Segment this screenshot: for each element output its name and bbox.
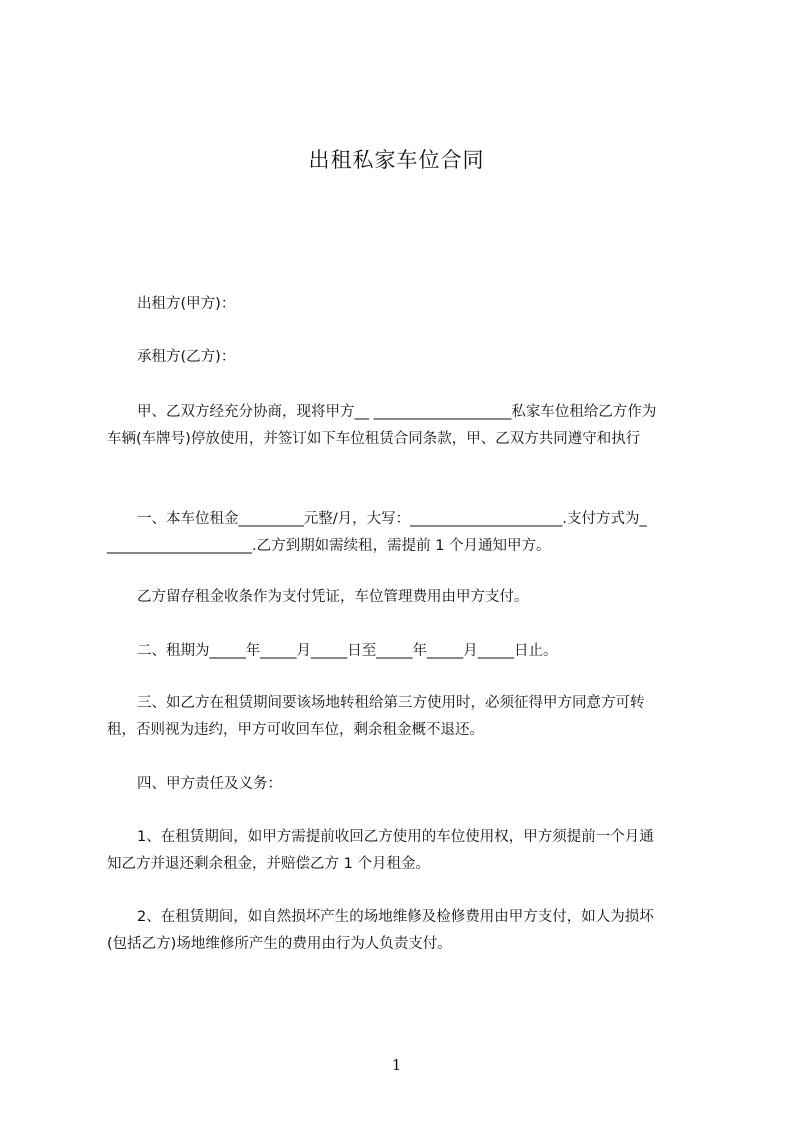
clause-4-item-2-line-2: (包括乙方)场地维修所产生的费用由行为人负责支付。 <box>107 936 452 952</box>
document-title: 出租私家车位合同 <box>308 148 485 172</box>
page-number: 1 <box>391 1056 402 1074</box>
clause-4-item-2-line-1: 2、在租赁期间，如自然损坏产生的场地维修及检修费用由甲方支付，如人为损坏 <box>137 909 654 925</box>
paragraph-intro-line-1: 甲、乙双方经充分协商，现将甲方__ ___________________私家车位租给乙方作为 <box>137 404 657 420</box>
clause-2: 二、租期为_____年_____月_____日至_____年_____月_____日止。 <box>137 643 558 659</box>
clause-4-item-1-line-2: 知乙方并退还剩余租金，并赔偿乙方 1 个月租金。 <box>107 856 430 872</box>
clause-1-line-1: 一、本车位租金_________元整/月，大写：_____________________.支付方式为_ <box>137 511 647 527</box>
paragraph-intro-line-2: 车辆(车牌号)停放使用，并签订如下车位租赁合同条款，甲、乙双方共同遵守和执行 <box>107 431 641 447</box>
clause-4-item-1-line-1: 1、在租赁期间，如甲方需提前收回乙方使用的车位使用权，甲方须提前一个月通 <box>137 829 654 845</box>
clause-3-line-1: 三、如乙方在租赁期间要该场地转租给第三方使用时，必须征得甲方同意方可转 <box>137 695 645 711</box>
clause-4-heading: 四、甲方责任及义务： <box>137 776 282 792</box>
clause-1-note: 乙方留存租金收条作为支付凭证，车位管理费用由甲方支付。 <box>137 589 529 605</box>
lessee-field: 承租方(乙方)： <box>137 349 236 365</box>
lessor-field: 出租方(甲方)： <box>137 296 236 312</box>
clause-1-line-2: ____________________.乙方到期如需续租，需提前 1 个月通知甲方。 <box>107 538 551 554</box>
clause-3-line-2: 租，否则视为违约，甲方可收回车位，剩余租金概不退还。 <box>107 722 484 738</box>
